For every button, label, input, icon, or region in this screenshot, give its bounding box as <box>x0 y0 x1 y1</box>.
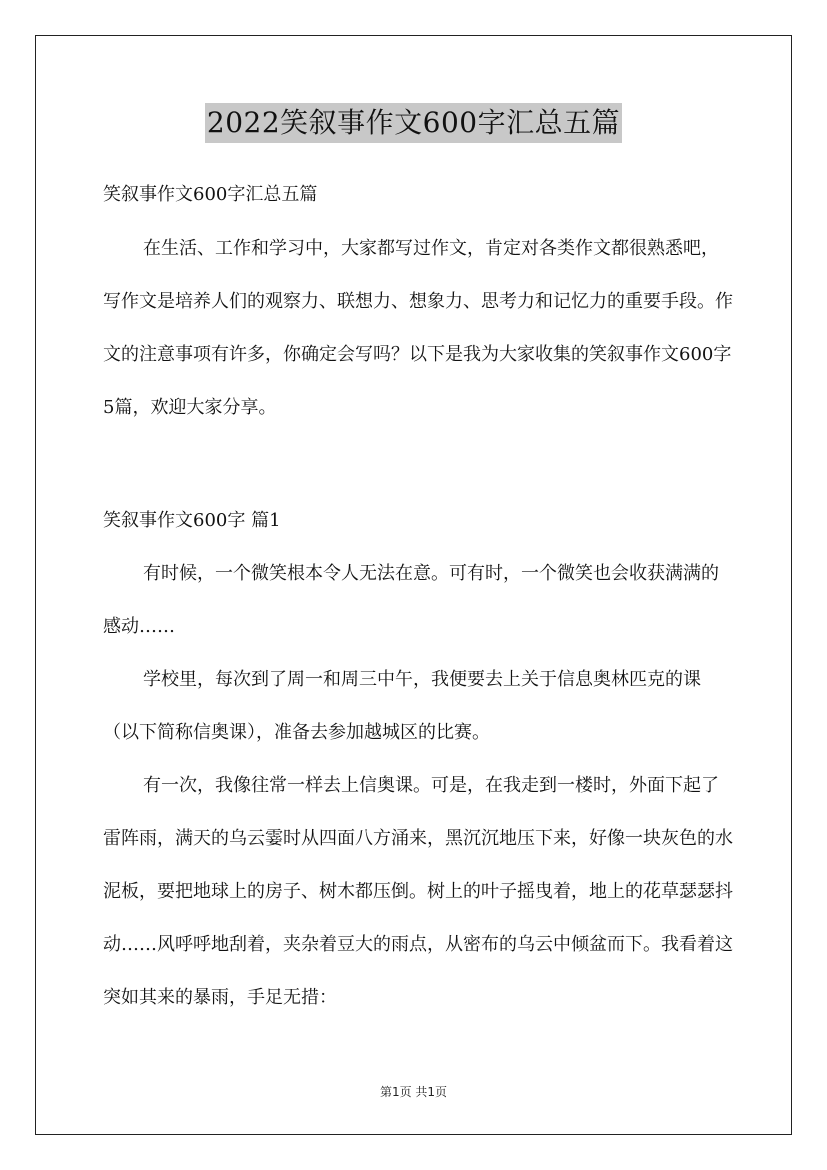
body-paragraph-3: 有一次，我像往常一样去上信奥课。可是，在我走到一楼时，外面下起了雷阵雨，满天的乌云霎时从四面八方涌来，黑沉沉地压下来，好像一块灰色的水泥板，要把地球上的房子、树木都压倒。树上的叶子摇曳着，地上的花草瑟瑟抖动……风呼呼地刮着，夹杂着豆大的雨点，从密布的乌云中倾盆而下。我看着这突如其来的暴雨，手足无措： <box>103 775 733 1008</box>
intro-paragraph: 在生活、工作和学习中，大家都写过作文，肯定对各类作文都很熟悉吧，写作文是培养人们的观察力、联想力、想象力、思考力和记忆力的重要手段。作文的注意事项有许多，你确定会写吗？以下是我为大家收集的笑叙事作文600字5篇，欢迎大家分享。 <box>103 238 733 418</box>
document-title: 2022笑叙事作文600字汇总五篇 <box>205 103 622 143</box>
subtitle: 笑叙事作文600字汇总五篇 <box>103 184 318 205</box>
section-heading: 笑叙事作文600字 篇1 <box>103 510 281 531</box>
body-paragraph-2: 学校里，每次到了周一和周三中午，我便要去上关于信息奥林匹克的课（以下简称信奥课），准备去参加越城区的比赛。 <box>103 669 701 743</box>
page-footer: 第1页 共1页 <box>379 1085 448 1099</box>
body-paragraph-1: 有时候，一个微笑根本令人无法在意。可有时，一个微笑也会收获满满的感动…… <box>103 563 719 637</box>
title-container <box>0 103 827 143</box>
